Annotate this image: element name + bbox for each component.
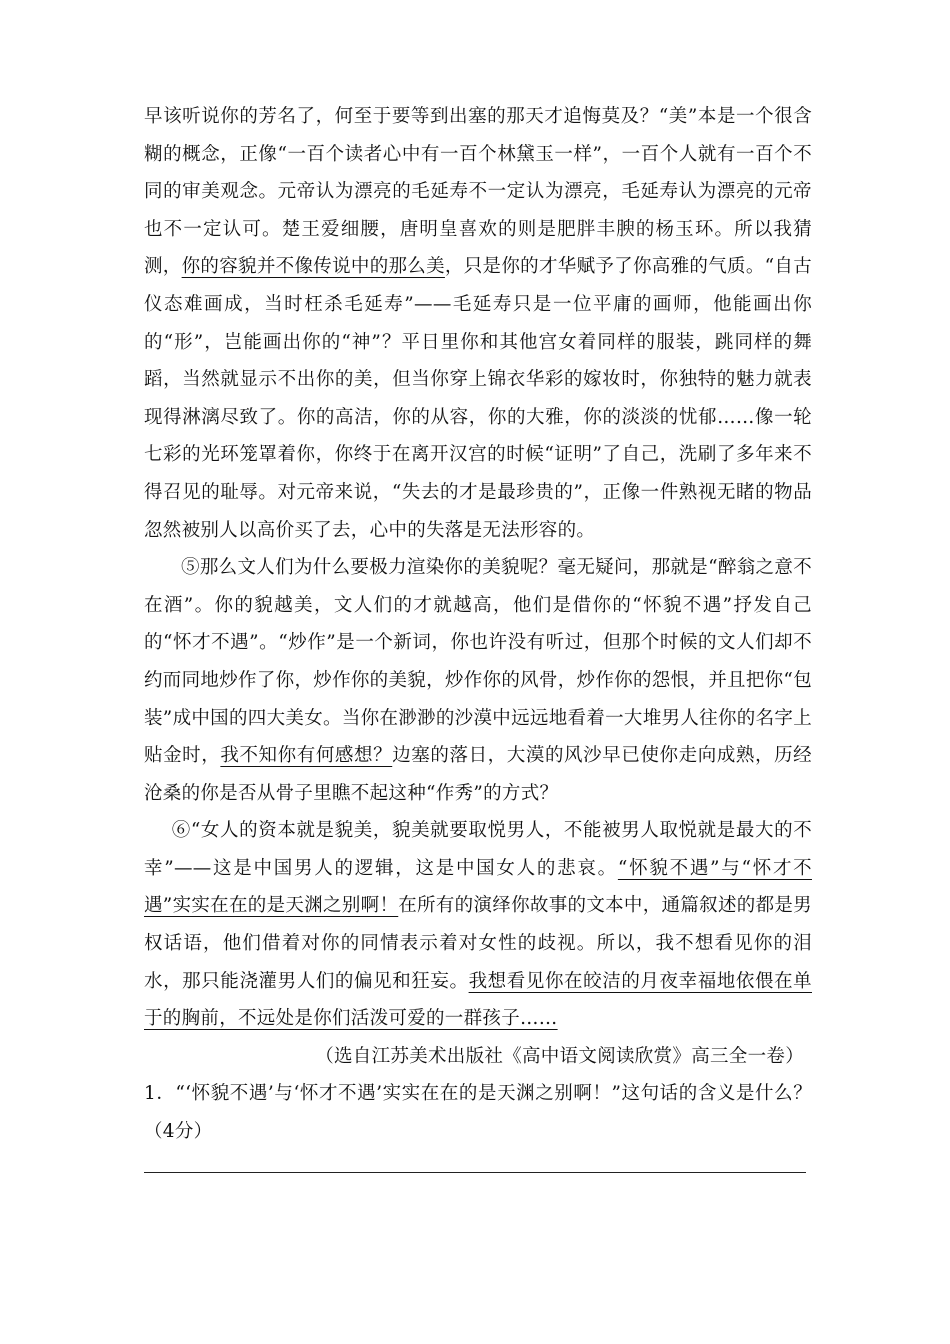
text-run: ⑥“女人的资本就是貌美，貌美就要取悦男人，不能被男人取悦就是最大的不幸”——这是中国男人的逻辑，这是中国女人的悲哀。 bbox=[144, 820, 812, 879]
document-page bbox=[144, 98, 812, 1151]
answer-line[interactable] bbox=[144, 1172, 806, 1173]
underlined-sentence: 我不知你有何感想？ bbox=[220, 745, 393, 767]
underlined-sentence: 我想看见你在皎洁的月夜幸福地依偎在单于的胸前，不远处是你们活泼可爱的一群孩子…… bbox=[144, 970, 812, 1030]
source-citation: （选自江苏美术出版社《高中语文阅读欣赏》高三全一卷） bbox=[315, 1045, 804, 1067]
text-run: 边塞的落日，大漠的风沙早已使你走向成熟，历经沧桑的你是否从骨子里瞧不起这种“作秀”的方式？ bbox=[144, 745, 812, 804]
underlined-sentence: 你的容貌并不像传说中的那么美 bbox=[181, 256, 445, 278]
question-1: 1．“‘怀貌不遇’与‘怀才不遇’实实在在的是天渊之别啊！”这句话的含义是什么？（4分） bbox=[144, 1083, 812, 1143]
text-run: ，只是你的才华赋予了你高雅的气质。“自古仪态难画成，当时枉杀毛延寿”——毛延寿只是一位平庸的画师，他能画出你的“形”，岂能画出你的“神”？平日里你和其他宫女着同样的服装，跳同样的舞蹈，当然就显示不出你的美，但当你穿上锦衣华彩的嫁妆时，你独特的魅力就表现得淋漓尽致了。你的高洁，你的从容，你的大雅，你的淡淡的忧郁……像一轮七彩的光环笼罩着你，你终于在离开汉宫的时候“证明”了自己，洗刷了多年来不得召见的耻辱。对元帝来说，“失去的才是最珍贵的”，正像一件熟视无睹的物品忽然被别人以高价买了去，心中的失落是无法形容的。 bbox=[144, 256, 813, 541]
text-run: 早该听说你的芳名了，何至于要等到出塞的那天才追悔莫及？“美”本是一个很含糊的概念，正像“一百个读者心中有一百个林黛玉一样”，一百个人就有一百个不同的审美观念。元帝认为漂亮的毛延寿不一定认为漂亮，毛延寿认为漂亮的元帝也不一定认可。楚王爱细腰，唐明皇喜欢的则是肥胖丰腴的杨玉环。所以我猜测， bbox=[144, 106, 812, 278]
underlined-sentence: “怀貌不遇”与“怀才不遇”实实在在的是天渊之别啊！ bbox=[144, 857, 812, 917]
text-run: 在所有的演绎你故事的文本中，通篇叙述的都是男权话语，他们借着对你的同情表示着对女性的歧视。所以，我不想看见你的泪水，那只能浇灌男人们的偏见和狂妄。 bbox=[144, 895, 812, 992]
paragraph-4-continued bbox=[144, 98, 812, 549]
paragraph-6 bbox=[144, 812, 812, 1038]
paragraph-5 bbox=[144, 549, 812, 812]
text-run: ⑤那么文人们为什么要极力渲染你的美貌呢？毫无疑问，那就是“醉翁之意不在酒”。你的貌越美，文人们的才就越高，他们是借你的“怀貌不遇”抒发自己的“怀才不遇”。“炒作”是一个新词，你也许没有听过，但那个时候的文人们却不约而同地炒作了你，炒作你的美貌，炒作你的风骨，炒作你的怨恨，并且把你“包装”成中国的四大美女。当你在渺渺的沙漠中远远地看着一大堆男人往你的名字上贴金时， bbox=[144, 557, 812, 767]
